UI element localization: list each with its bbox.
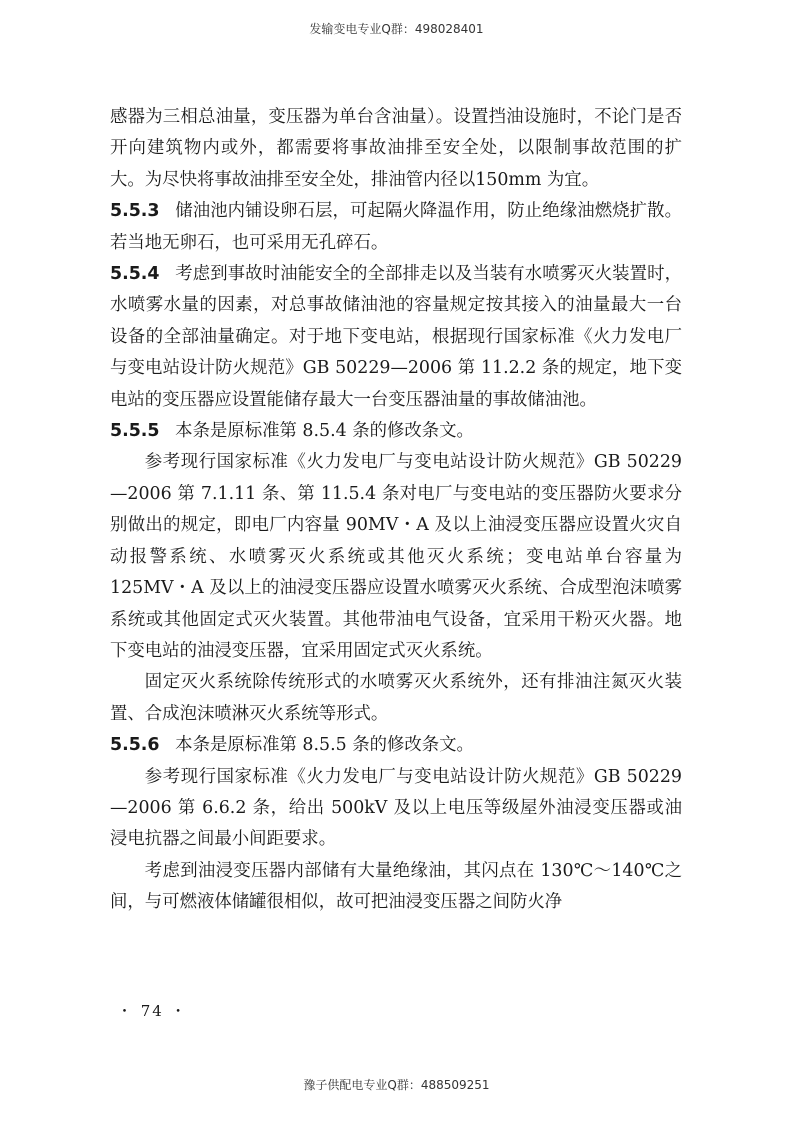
paragraph-text: 储油池内铺设卵石层，可起隔火降温作用，防止绝缘油燃烧扩散。若当地无卵石，也可采用无孔碎石。 xyxy=(110,201,682,253)
paragraph-text: 本条是原标准第 8.5.4 条的修改条文。 xyxy=(175,421,474,442)
paragraph-text: 参考现行国家标准《火力发电厂与变电站设计防火规范》GB 50229—2006 第 7.1.11 条、第 11.5.4 条对电厂与变电站的变压器防火要求分别做出的规定，即电厂内容量 90MV・A 及以上油浸变压器应设置火灾自动报警系统、水喷雾灭火系统或其他灭火系统；变电站单台容量为 125MV・A 及以上的油浸变压器应设置水喷雾灭火系统、合成型泡沫喷雾系统或其他固定式灭火装置。其他带油电气设备，宜采用干粉灭火器。地下变电站的油浸变压器，宜采用固定式灭火系统。 xyxy=(110,452,682,661)
paragraph-text: 感器为三相总油量，变压器为单台含油量）。设置挡油设施时，不论门是否开向建筑物内或外，都需要将事故油排至安全处，以限制事故范围的扩大。为尽快将事故油排至安全处，排油管内径以150mm 为宜。 xyxy=(110,107,682,190)
paragraph xyxy=(110,416,682,447)
footer-text: 豫子供配电专业Q群：488509251 xyxy=(303,1078,490,1092)
paragraph xyxy=(110,259,682,416)
paragraph xyxy=(110,447,682,667)
paragraph xyxy=(110,730,682,761)
paragraph-text: 固定灭火系统除传统形式的水喷雾灭火系统外，还有排油注氮灭火装置、合成泡沫喷淋灭火系统等形式。 xyxy=(110,672,682,724)
paragraph xyxy=(110,196,682,259)
header-text: 发输变电专业Q群：498028401 xyxy=(309,22,484,36)
paragraph-text: 考虑到油浸变压器内部储有大量绝缘油，其闪点在 130℃～140℃之间，与可燃液体储罐很相似，故可把油浸变压器之间防火净 xyxy=(110,860,682,913)
page-number: ・ 74 ・ xyxy=(117,1002,188,1020)
paragraph-text: 参考现行国家标准《火力发电厂与变电站设计防火规范》GB 50229—2006 第 6.6.2 条，给出 500kV 及以上电压等级屋外油浸变压器或油浸电抗器之间最小间距要求。 xyxy=(110,766,682,850)
paragraph-text: 本条是原标准第 8.5.5 条的修改条文。 xyxy=(175,735,474,756)
body-text xyxy=(110,102,682,919)
paragraph xyxy=(110,856,682,919)
paragraph xyxy=(110,762,682,856)
section-number: 5.5.5 xyxy=(110,421,160,442)
section-number: 5.5.4 xyxy=(110,264,160,285)
section-number: 5.5.3 xyxy=(110,201,160,222)
paragraph xyxy=(110,667,682,730)
paragraph-text: 考虑到事故时油能安全的全部排走以及当装有水喷雾灭火装置时，水喷雾水量的因素，对总事故储油池的容量规定按其接入的油量最大一台设备的全部油量确定。对于地下变电站，根据现行国家标准《火力发电厂与变电站设计防火规范》GB 50229—2006 第 11.2.2 条的规定，地下变电站的变压器应设置能储存最大一台变压器油量的事故储油池。 xyxy=(110,264,682,410)
paragraph xyxy=(110,102,682,196)
section-number: 5.5.6 xyxy=(110,735,160,756)
